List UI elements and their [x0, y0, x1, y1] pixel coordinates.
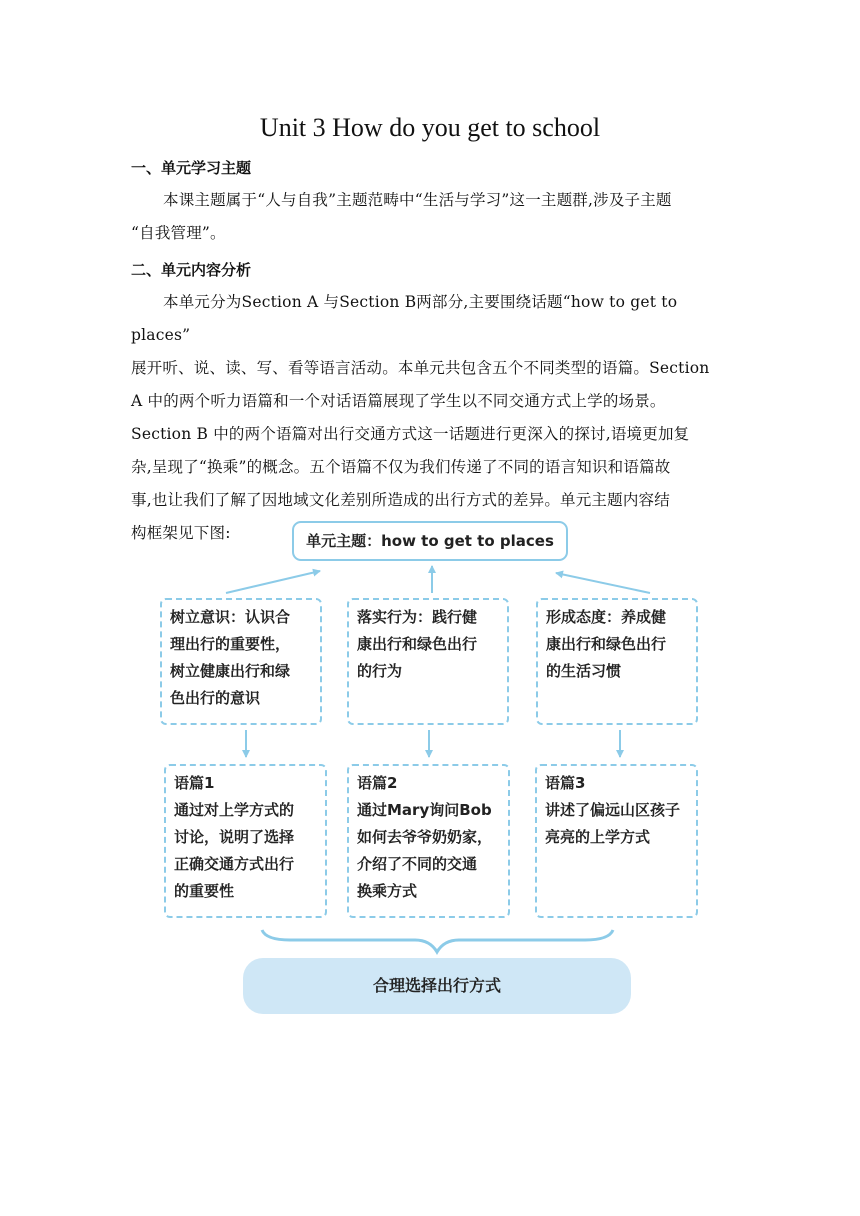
box-line: 语篇1: [174, 774, 215, 792]
box-line: 的行为: [357, 662, 403, 680]
box-line: 树立意识：认识合: [170, 608, 291, 626]
arrow-goal1-to-topic: [226, 571, 320, 593]
paragraph-line: 构框架见下图:: [131, 524, 231, 542]
box-line: 树立健康出行和绿: [170, 662, 291, 680]
box-line: 形成态度：养成健: [546, 608, 667, 626]
paragraph-line: 展开听、说、读、写、看等语言活动。本单元共包含五个不同类型的语篇。Section: [131, 359, 710, 377]
box-line: 色出行的意识: [170, 689, 261, 707]
paragraph-line: 本单元分为Section A 与Section B两部分,主要围绕话题“how to get to places”: [131, 293, 678, 344]
text-box-3: [535, 764, 698, 918]
box-line: 通过对上学方式的: [174, 801, 295, 819]
box-line: 的生活习惯: [546, 662, 622, 680]
paragraph-line: Section B 中的两个语篇对出行交通方式这一话题进行更深入的探讨,语境更加复: [131, 425, 690, 443]
arrow-goal3-to-topic: [556, 573, 650, 593]
page-title: Unit 3 How do you get to school: [259, 113, 601, 142]
text-box-2: [347, 764, 510, 918]
box-line: 康出行和绿色出行: [546, 635, 667, 653]
box-line: 讨论，说明了选择: [174, 828, 295, 846]
goal-box-behavior: [347, 598, 509, 725]
box-line: 语篇2: [357, 774, 398, 792]
box-line: 语篇3: [545, 774, 586, 792]
box-line: 理出行的重要性，: [170, 635, 291, 653]
goal-box-attitude: [536, 598, 698, 725]
box-line: 换乘方式: [357, 882, 418, 900]
paragraph-line: 杂,呈现了“换乘”的概念。五个语篇不仅为我们传递了不同的语言知识和语篇故: [131, 458, 671, 476]
box-line: 亮亮的上学方式: [545, 828, 651, 846]
box-line: 正确交通方式出行: [174, 855, 295, 873]
paragraph-line: 事,也让我们了解了因地域文化差别所造成的出行方式的差异。单元主题内容结: [131, 491, 670, 509]
unit-topic-box: 单元主题：how to get to places: [292, 521, 568, 561]
box-line: 通过Mary询问Bob: [357, 801, 492, 819]
box-line: 的重要性: [174, 882, 235, 900]
conclusion-box: 合理选择出行方式: [243, 958, 631, 1014]
box-line: 落实行为：践行健: [357, 608, 478, 626]
goal-box-awareness: [160, 598, 322, 725]
box-line: 介绍了不同的交通: [357, 855, 478, 873]
paragraph-line: “自我管理”。: [131, 224, 226, 242]
brace: [262, 930, 613, 952]
box-line: 康出行和绿色出行: [357, 635, 478, 653]
box-line: 如何去爷爷奶奶家，: [357, 828, 493, 846]
paragraph-line: A 中的两个听力语篇和一个对话语篇展现了学生以不同交通方式上学的场景。: [131, 392, 666, 410]
box-line: 讲述了偏远山区孩子: [545, 801, 681, 819]
paragraph-line: 本课主题属于“人与自我”主题范畴中“生活与学习”这一主题群,涉及子主题: [163, 191, 672, 209]
section2-heading: 二、单元内容分析: [131, 261, 252, 279]
text-box-1: [164, 764, 327, 918]
section1-heading: 一、单元学习主题: [131, 159, 252, 177]
